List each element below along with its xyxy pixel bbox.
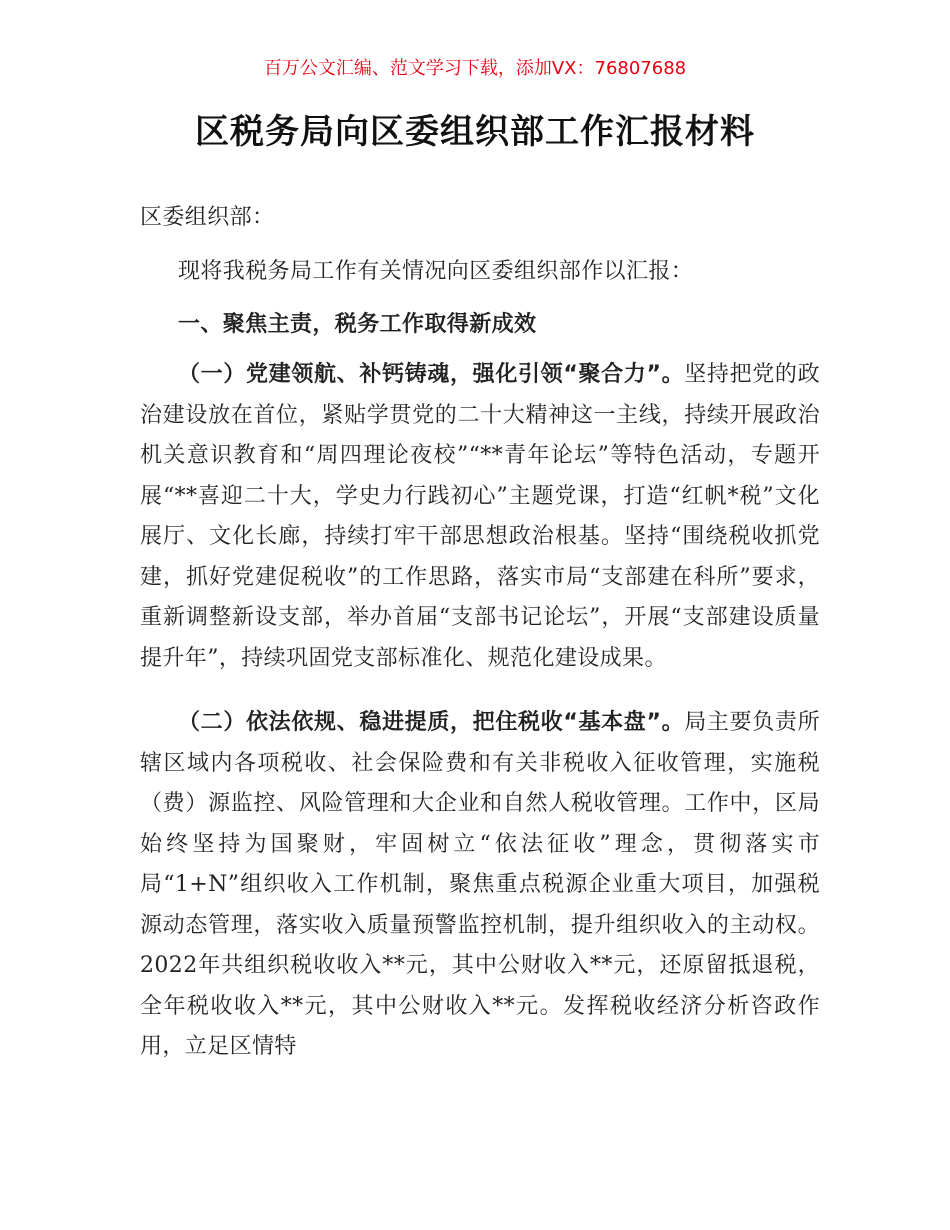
paragraph-body: 坚持把党的政治建设放在首位，紧贴学贯党的二十大精神这一主线，持续开展政治机关意识教育和“周四理论夜校”“**青年论坛”等特色活动，专题开展“**喜迎二十大，学史力行践初心”主题党课，打造“红帆*税”文化展厅、文化长廊，持续打牢干部思想政治根基。坚持“围绕税收抓党建，抓好党建促税收”的工作思路，落实市局“支部建在科所”要求，重新调整新设支部，举办首届“支部书记论坛”，开展“支部建设质量提升年”，持续巩固党支部标准化、规范化建设成果。 [140, 362, 820, 671]
section-heading-1: 一、聚焦主责，税务工作取得新成效 [178, 312, 537, 337]
paragraph-party-building [140, 355, 820, 679]
paragraph-lead: （二）依法依规、稳进提质，把住税收“基本盘”。 [178, 710, 685, 735]
paragraph-tax-collection [140, 703, 820, 1068]
watermark-banner: 百万公文汇编、范文学习下载，添加VX：76807688 [263, 58, 687, 79]
document-title: 区税务局向区委组织部工作汇报材料 [195, 112, 755, 152]
intro-paragraph: 现将我税务局工作有关情况向区委组织部作以汇报： [178, 259, 694, 284]
salutation: 区委组织部： [140, 205, 275, 230]
paragraph-lead: （一）党建领航、补钙铸魂，强化引领“聚合力”。 [178, 362, 685, 387]
paragraph-body: 局主要负责所辖区域内各项税收、社会保险费和有关非税收入征收管理，实施税（费）源监控、风险管理和大企业和自然人税收管理。工作中，区局始终坚持为国聚财，牢固树立“依法征收”理念，贯彻落实市局“1+N”组织收入工作机制，聚焦重点税源企业重大项目，加强税源动态管理，落实收入质量预警监控机制，提升组织收入的主动权。2022年共组织税收收入**元，其中公财收入**元，还原留抵退税，全年税收收入**元，其中公财收入**元。发挥税收经济分析咨政作用，立足区情特 [140, 710, 820, 1059]
